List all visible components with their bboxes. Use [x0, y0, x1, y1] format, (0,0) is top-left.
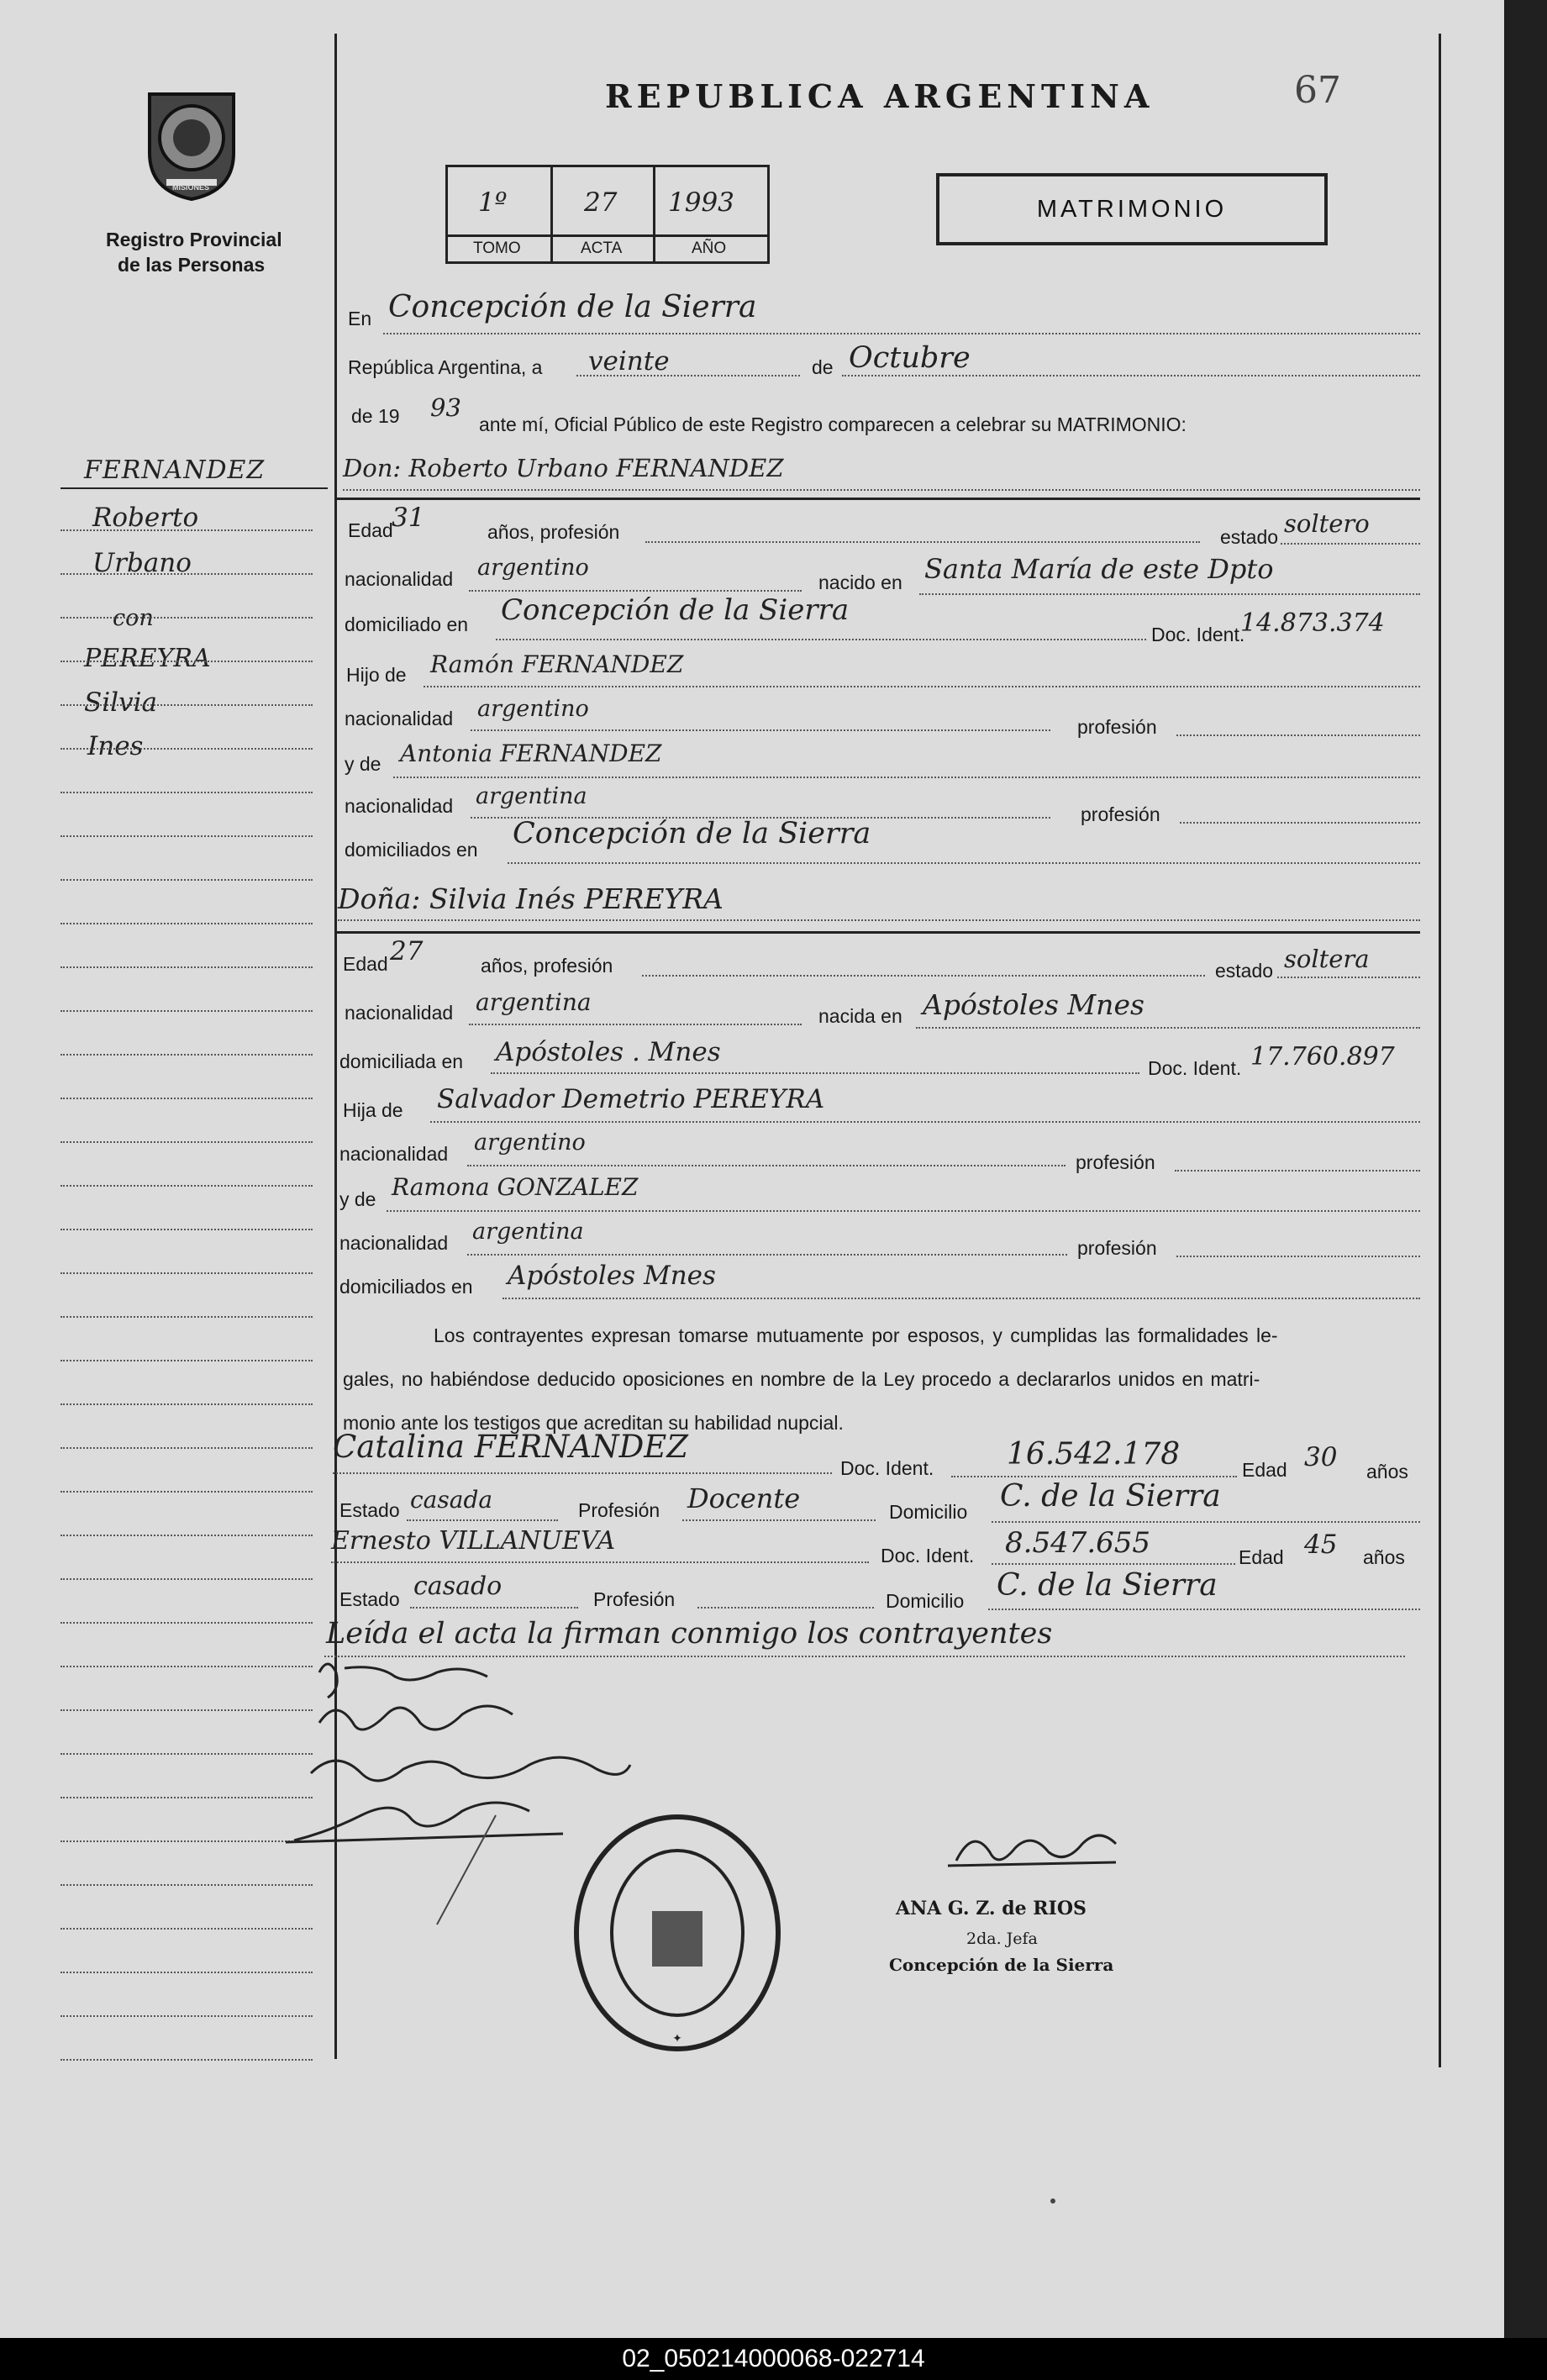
declaration-line3: monio ante los testigos que acreditan su habilidad nupcial.	[343, 1412, 844, 1434]
country-title: REPUBLICA ARGENTINA	[605, 77, 1155, 115]
acta-label: ACTA	[581, 240, 623, 257]
margin-ruled-line	[61, 661, 313, 662]
margin-ruled-line	[61, 1185, 313, 1187]
groom-hijo-label: Hijo de	[346, 664, 407, 686]
margin-ruled-line	[61, 748, 313, 750]
bride-estado: soltera	[1284, 945, 1370, 973]
bride-nac: argentina	[476, 988, 592, 1016]
witness1-edad-label: Edad	[1242, 1459, 1287, 1481]
declaration-line2: gales, no habiéndose deducido oposiciones en nombre de la Ley procedo a declararlos unidos en matri-	[343, 1368, 1260, 1390]
witness2-profesion-label: Profesión	[593, 1588, 676, 1610]
intro-month: Octubre	[849, 341, 971, 375]
margin-name-1: FERNANDEZ	[84, 455, 266, 485]
groom-father-nac: argentino	[477, 696, 589, 722]
footer-id-bar	[0, 2338, 1547, 2380]
margin-ruled-line	[61, 1622, 313, 1624]
margin-top-rule	[61, 487, 328, 489]
margin-ruled-line	[61, 1491, 313, 1493]
bride-mother-nac-label: nacionalidad	[339, 1232, 449, 1254]
tomo-label: TOMO	[473, 240, 521, 257]
book-binding-edge	[1504, 0, 1547, 2338]
intro-appear-text: ante mí, Oficial Público de este Registro comparecen a celebrar su MATRIMONIO:	[479, 413, 1187, 435]
margin-ruled-line	[61, 573, 313, 575]
groom-estado-label: estado	[1220, 526, 1279, 548]
bride-estado-label: estado	[1215, 960, 1274, 982]
groom-nacido-label: nacido en	[818, 571, 902, 593]
groom-nac-label: nacionalidad	[345, 568, 454, 590]
bride-doc-label: Doc. Ident.	[1148, 1057, 1242, 1079]
witness2-doc: 8.547.655	[1005, 1526, 1151, 1560]
bride-edad-label: Edad	[343, 953, 388, 975]
bride-anos-label: años, profesión	[481, 955, 613, 977]
groom-mother-prof-label: profesión	[1081, 803, 1160, 825]
act-box	[445, 165, 770, 264]
closing-text: Leída el acta la firman conmigo los contrayentes	[326, 1617, 1053, 1651]
groom-name: Don: Roberto Urbano FERNANDEZ	[343, 454, 784, 482]
margin-name-7: Ines	[87, 731, 144, 761]
footer-id: 02_050214000068-022714	[622, 2345, 925, 2372]
witness2-estado: casado	[413, 1572, 503, 1601]
declaration-line1: Los contrayentes expresan tomarse mutuamente por esposos, y cumplidas las formalidades le-	[434, 1324, 1278, 1346]
margin-ruled-line	[61, 1709, 313, 1711]
bride-father-nac: argentino	[474, 1129, 586, 1156]
groom-father-nac-label: nacionalidad	[345, 708, 454, 729]
margin-ruled-line	[61, 1010, 313, 1012]
acta-value: 27	[584, 187, 618, 218]
bride-doc: 17.760.897	[1250, 1042, 1395, 1072]
witness2-anos-label: años	[1363, 1546, 1405, 1568]
intro-place: Concepción de la Sierra	[388, 290, 757, 324]
witness2-name: Ernesto VILLANUEVA	[331, 1526, 616, 1556]
officer-signature-graphic	[948, 1810, 1133, 1877]
witness2-domicilio-label: Domicilio	[886, 1590, 965, 1612]
witness1-anos-label: años	[1366, 1461, 1408, 1482]
margin-ruled-line	[61, 1229, 313, 1230]
margin-name-4: con	[113, 605, 154, 631]
groom-rule	[334, 498, 1420, 500]
intro-en-label: En	[348, 308, 372, 329]
bride-nacida-label: nacida en	[818, 1005, 902, 1027]
emblem-text: MISIONES	[172, 183, 210, 192]
groom-nac: argentino	[477, 555, 589, 581]
officer-title: 2da. Jefa	[966, 1930, 1038, 1948]
margin-ruled-line	[61, 923, 313, 924]
margin-name-5: PEREYRA	[84, 644, 211, 673]
groom-estado: soltero	[1284, 509, 1370, 538]
groom-doc: 14.873.374	[1240, 608, 1385, 638]
groom-dom-label: domiciliado en	[345, 613, 469, 635]
intro-de-label: de	[812, 356, 834, 378]
intro-year-prefix: de 19	[351, 405, 400, 427]
margin-ruled-line	[61, 1098, 313, 1099]
tomo-value: 1º	[478, 187, 508, 218]
margin-ruled-line	[61, 1535, 313, 1536]
bride-mother-nac: argentina	[472, 1219, 584, 1245]
witness2-age: 45	[1304, 1530, 1338, 1560]
margin-name-3: Urbano	[92, 548, 192, 578]
groom-mother: Antonia FERNANDEZ	[400, 740, 662, 767]
svg-text:✦: ✦	[672, 2031, 682, 2045]
groom-parents-dom-label: domiciliados en	[345, 839, 478, 861]
margin-ruled-line	[61, 1578, 313, 1580]
intro-day: veinte	[588, 346, 670, 376]
margin-ruled-line	[61, 879, 313, 881]
margin-ruled-line	[61, 1403, 313, 1405]
witness1-estado-label: Estado	[339, 1499, 400, 1521]
doc-type-label: MATRIMONIO	[1036, 196, 1228, 223]
officer-name: ANA G. Z. de RIOS	[896, 1898, 1087, 1919]
witness2-domicilio: C. de la Sierra	[997, 1568, 1218, 1603]
groom-yde-label: y de	[345, 753, 381, 775]
bride-age: 27	[390, 936, 424, 966]
margin-ruled-line	[61, 1054, 313, 1056]
bride-father: Salvador Demetrio PEREYRA	[437, 1084, 825, 1114]
margin-ruled-line	[61, 1272, 313, 1274]
witness1-profesion: Docente	[687, 1482, 801, 1514]
witness1-name: Catalina FERNANDEZ	[333, 1429, 689, 1465]
bride-father-prof-label: profesión	[1076, 1151, 1155, 1173]
margin-ruled-line	[61, 1928, 313, 1930]
groom-doc-label: Doc. Ident.	[1151, 624, 1245, 645]
groom-anos-label: años, profesión	[487, 521, 620, 543]
margin-ruled-line	[61, 2059, 313, 2061]
bride-rule	[334, 931, 1420, 934]
margin-ruled-line	[61, 1447, 313, 1449]
witness1-domicilio: C. de la Sierra	[1000, 1479, 1221, 1514]
witness2-edad-label: Edad	[1239, 1546, 1284, 1568]
margin-ruled-line	[61, 2015, 313, 2017]
groom-age: 31	[392, 503, 425, 533]
anio-label: AÑO	[692, 240, 727, 257]
official-seal-stamp	[568, 1807, 787, 2059]
margin-name-6: Silvia	[84, 687, 157, 718]
margin-ruled-line	[61, 617, 313, 619]
margin-ruled-line	[61, 1141, 313, 1143]
margin-ruled-line	[61, 529, 313, 531]
bride-parents-dom-label: domiciliados en	[339, 1276, 473, 1298]
bride-parents-dom: Apóstoles Mnes	[508, 1261, 716, 1291]
margin-ruled-line	[61, 966, 313, 968]
bride-dom: Apóstoles . Mnes	[496, 1037, 721, 1067]
bride-hija-label: Hija de	[343, 1099, 403, 1121]
bride-nac-label: nacionalidad	[345, 1002, 454, 1024]
intro-republica-label: República Argentina, a	[348, 356, 543, 378]
groom-dom: Concepción de la Sierra	[501, 593, 850, 627]
bride-nacida: Apóstoles Mnes	[923, 988, 1144, 1021]
witness1-estado: casada	[410, 1486, 493, 1514]
page-number: 67	[1294, 69, 1341, 112]
bride-name: Doña: Silvia Inés PEREYRA	[338, 882, 724, 915]
margin-ruled-line	[61, 792, 313, 793]
doc-type-box	[936, 173, 1328, 245]
margin-ruled-line	[61, 835, 313, 837]
bride-mother-prof-label: profesión	[1077, 1237, 1157, 1259]
officer-place: Concepción de la Sierra	[889, 1955, 1114, 1975]
margin-ruled-line	[61, 1753, 313, 1755]
margin-ruled-line	[61, 1797, 313, 1798]
witness2-doc-label: Doc. Ident.	[881, 1545, 975, 1566]
bride-yde-label: y de	[339, 1188, 376, 1210]
witness1-age: 30	[1304, 1442, 1338, 1472]
bride-father-nac-label: nacionalidad	[339, 1143, 449, 1165]
bride-mother: Ramona GONZALEZ	[392, 1173, 639, 1201]
groom-parents-dom: Concepción de la Sierra	[513, 817, 871, 850]
margin-ruled-line	[61, 1666, 313, 1667]
margin-ruled-line	[61, 704, 313, 706]
registry-line2: de las Personas	[118, 254, 266, 276]
anio-value: 1993	[668, 187, 734, 218]
groom-nacido: Santa María de este Dpto	[924, 553, 1274, 585]
bride-dom-label: domiciliada en	[339, 1050, 464, 1072]
witness1-doc-label: Doc. Ident.	[840, 1457, 934, 1479]
witness1-domicilio-label: Domicilio	[889, 1501, 968, 1523]
groom-mother-nac-label: nacionalidad	[345, 795, 454, 817]
witness1-doc: 16.542.178	[1007, 1437, 1181, 1472]
witness2-estado-label: Estado	[339, 1588, 400, 1610]
intro-year-suffix: 93	[430, 393, 461, 422]
margin-ruled-line	[61, 1972, 313, 1973]
registry-line1: Registro Provincial	[106, 229, 282, 250]
groom-mother-nac: argentina	[476, 783, 587, 809]
witness1-profesion-label: Profesión	[578, 1499, 660, 1521]
right-page-border	[1439, 34, 1441, 2067]
margin-name-2: Roberto	[92, 503, 199, 533]
margin-ruled-line	[61, 1840, 313, 1842]
margin-ruled-line	[61, 1360, 313, 1361]
groom-father: Ramón FERNANDEZ	[430, 650, 684, 678]
margin-ruled-line	[61, 1884, 313, 1886]
groom-edad-label: Edad	[348, 519, 393, 541]
groom-father-prof-label: profesión	[1077, 716, 1157, 738]
margin-ruled-line	[61, 1316, 313, 1318]
